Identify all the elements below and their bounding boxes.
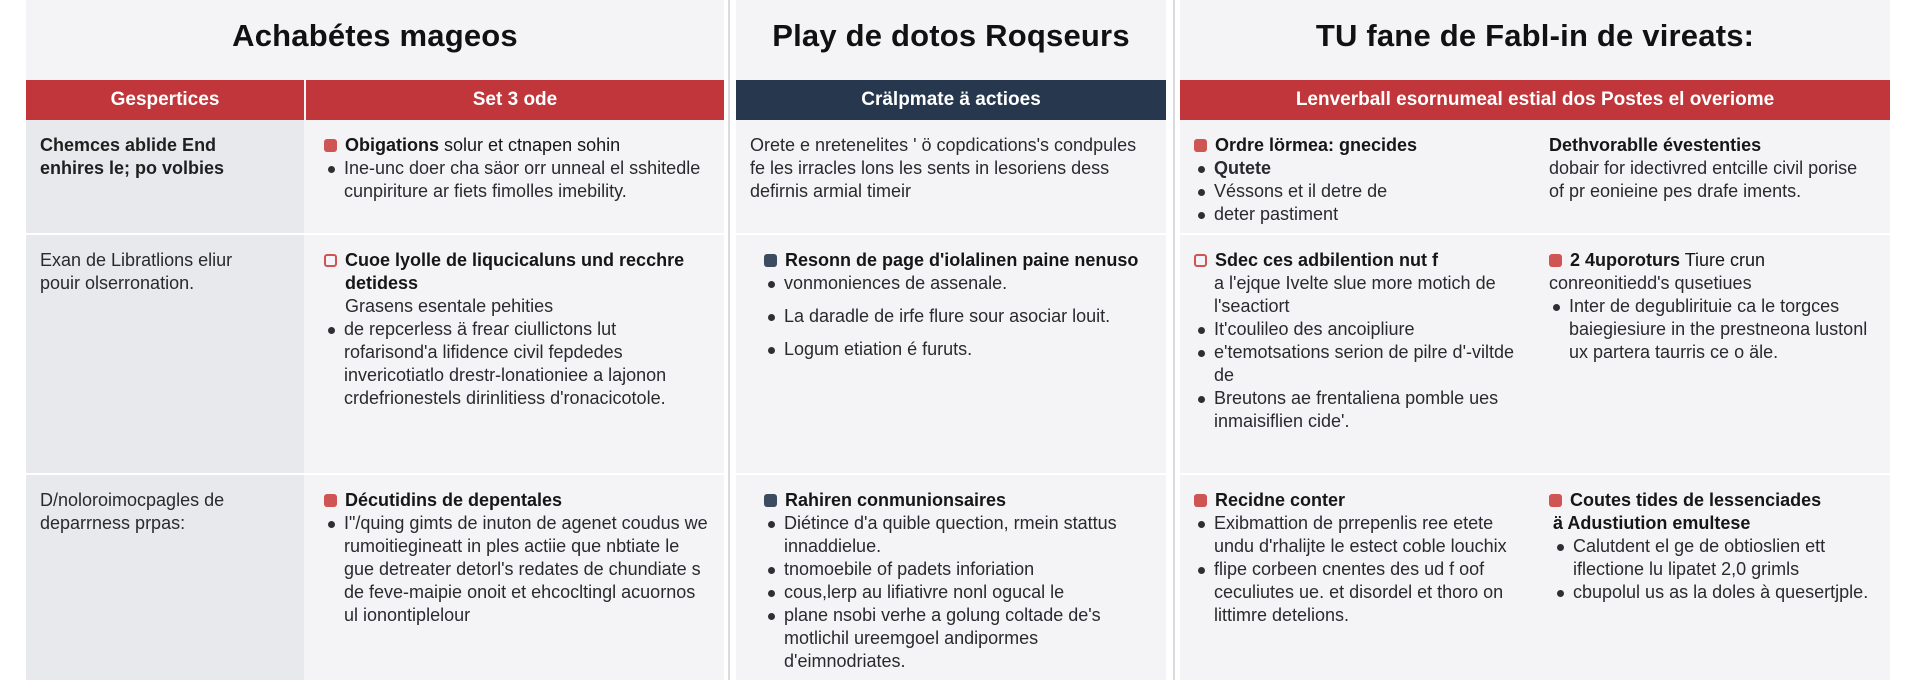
list-item: Diétince d'a quible quection, rmein stattus innaddielue. — [764, 512, 1152, 558]
panel-title: Achabétes mageos — [232, 18, 518, 53]
red-square-icon — [1194, 139, 1207, 152]
list-item: La daradle de irfe flure sour asociar louit. — [764, 305, 1152, 328]
item-subtitle: conreonitiedd's qusetiues — [1549, 273, 1752, 293]
item-title: 2 4uporoturs Tiure crun — [1549, 249, 1876, 272]
column-divider — [1173, 0, 1175, 680]
list-item: Calutdent el ge de obtioslien ett iflectione lu lipatet 2,0 grimls — [1549, 535, 1876, 581]
outline-square-icon — [324, 254, 337, 267]
header-cell: Crälpmate ä actioes — [861, 89, 1041, 110]
navy-square-icon — [764, 254, 777, 267]
red-square-icon — [324, 139, 337, 152]
table-header — [26, 80, 724, 120]
row-label: Chemces ablide End enhires le; po volbies — [26, 120, 304, 233]
list-item: vonmoniences de assenale. — [764, 272, 1152, 295]
row-content — [304, 235, 724, 473]
row-label: D/noloroimocpagles de deparrness prpas: — [26, 475, 304, 680]
item-title: Coutes tides de lessenciades — [1549, 489, 1876, 512]
item-title: Décutidins de depentales — [324, 489, 710, 512]
header-cell: Set 3 ode — [304, 80, 724, 120]
list-item: plane nsobi verhe a golung coltade de's motlichil ureemgoel andipormes d'eimnodriates. — [764, 604, 1152, 673]
panel-left — [26, 0, 724, 680]
panel-center — [736, 0, 1166, 680]
row-content — [736, 235, 1166, 473]
item-title: Resonn de page d'iolalinen paine nenuso — [764, 249, 1152, 272]
panel-right — [1180, 0, 1890, 680]
column-divider — [728, 0, 730, 680]
table-header — [736, 80, 1166, 120]
item-title: Dethvorablle évestenties — [1549, 135, 1762, 155]
list-item: cbupolul us as la doles à quesertjple. — [1549, 581, 1876, 604]
list-item: Véssons et il detre de — [1194, 180, 1521, 203]
list-item: de repcerless ä freaɾ ciullictons lut rofarisond'a lifidence civil fepdedes invericotiatlo drestr-lonationiee a lajonon crdefrionestels dirinlitiess d'ronacicotole. — [324, 318, 710, 410]
list-item: Exibmattion de prrepenlis ree etete undu d'rhalijte le estect coble louchix — [1194, 512, 1521, 558]
red-square-icon — [324, 494, 337, 507]
header-cell: Lenverball esornumeal estial dos Postes el overiome — [1295, 89, 1775, 110]
outline-square-icon — [1194, 254, 1207, 267]
list-item: Qutete — [1194, 157, 1521, 180]
row-content — [304, 475, 724, 680]
row-content-a — [1180, 120, 1535, 233]
red-square-icon — [1194, 494, 1207, 507]
list-item: Inter de degublirituie ca le torgces baiegiesiure in the prestneona lustonl ux partera taurris ce o äle. — [1549, 295, 1876, 364]
item-title: Cuoe lyolle de liqucicaluns und recchre detidess — [324, 249, 710, 295]
list-item: Ine-unc doer cha säor orr unneal el sshitedle cunpiriture ar fiets fimolles imebility. — [324, 157, 710, 203]
item-subtitle: a l'ejque Ivelte slue more motich de l'seactiort — [1214, 273, 1496, 316]
item-title: Rahiren conmunionsaires — [764, 489, 1152, 512]
panel-title: TU fane de Fabl-in de vireats: — [1315, 18, 1755, 53]
item-text: dobair for idectivred entcille civil porise of pr eonieine pes drafe iments. — [1549, 158, 1858, 201]
row-content — [304, 120, 724, 233]
row-label: Exan de Libratlions eliur pouir olserronation. — [26, 235, 304, 473]
list-item: I"/quing gimts de inuton de agenet coudus we rumoitiegineatt in ples actiie que nbtiate le gue detreater detorl's redates de chundiate s de feve-maipie onoit et ehcocltingl acuornos ul ionontiplelour — [324, 512, 710, 627]
list-item: deter pastiment — [1194, 203, 1521, 226]
row-content-b — [1535, 120, 1890, 233]
navy-square-icon — [764, 494, 777, 507]
row-content-b — [1535, 475, 1890, 680]
red-square-icon — [1549, 254, 1562, 267]
row-content-a — [1180, 475, 1535, 680]
list-item: tnomoebile of padets inforiation — [764, 558, 1152, 581]
list-item: Breutons ae frentaliena pomble ues inmaisiflien cide'. — [1194, 387, 1521, 433]
row-content — [736, 475, 1166, 680]
row-content-a — [1180, 235, 1535, 473]
item-title: Ordre lörmea: gnecides — [1194, 134, 1521, 157]
table-header — [1180, 80, 1890, 120]
header-cell: Gespertices — [110, 89, 220, 110]
item-subtitle: ä Adustiution emultese — [1553, 513, 1751, 533]
item-subtitle: Grasens esentale pehities — [345, 296, 554, 316]
item-title: Obigations solur et ctnapen sohin — [324, 134, 710, 157]
panel-title: Play de dotos Roqseurs — [772, 18, 1130, 53]
list-item: Logum etiation é furuts. — [764, 338, 1152, 361]
row-content: Orete e nretenelites ' ö copdications's condpules fe les irracles lons les sents in lesoriens dess defirnis armial timeir — [750, 135, 1137, 201]
item-title: Sdec ces adbilention nut f — [1194, 249, 1521, 272]
list-item: flipe corbeen cnentes des ud f oof ceculiutes ue. et disordel et thoro on littimre detelions. — [1194, 558, 1521, 627]
list-item: It'coulileo des ancoipliure — [1194, 318, 1521, 341]
list-item: cous,lerp au lifiativre nonl ogucal le — [764, 581, 1152, 604]
item-title: Recidne conter — [1194, 489, 1521, 512]
red-square-icon — [1549, 494, 1562, 507]
list-item: e'temotsations serion de pilre d'-viltde de — [1194, 341, 1521, 387]
row-content-b — [1535, 235, 1890, 473]
